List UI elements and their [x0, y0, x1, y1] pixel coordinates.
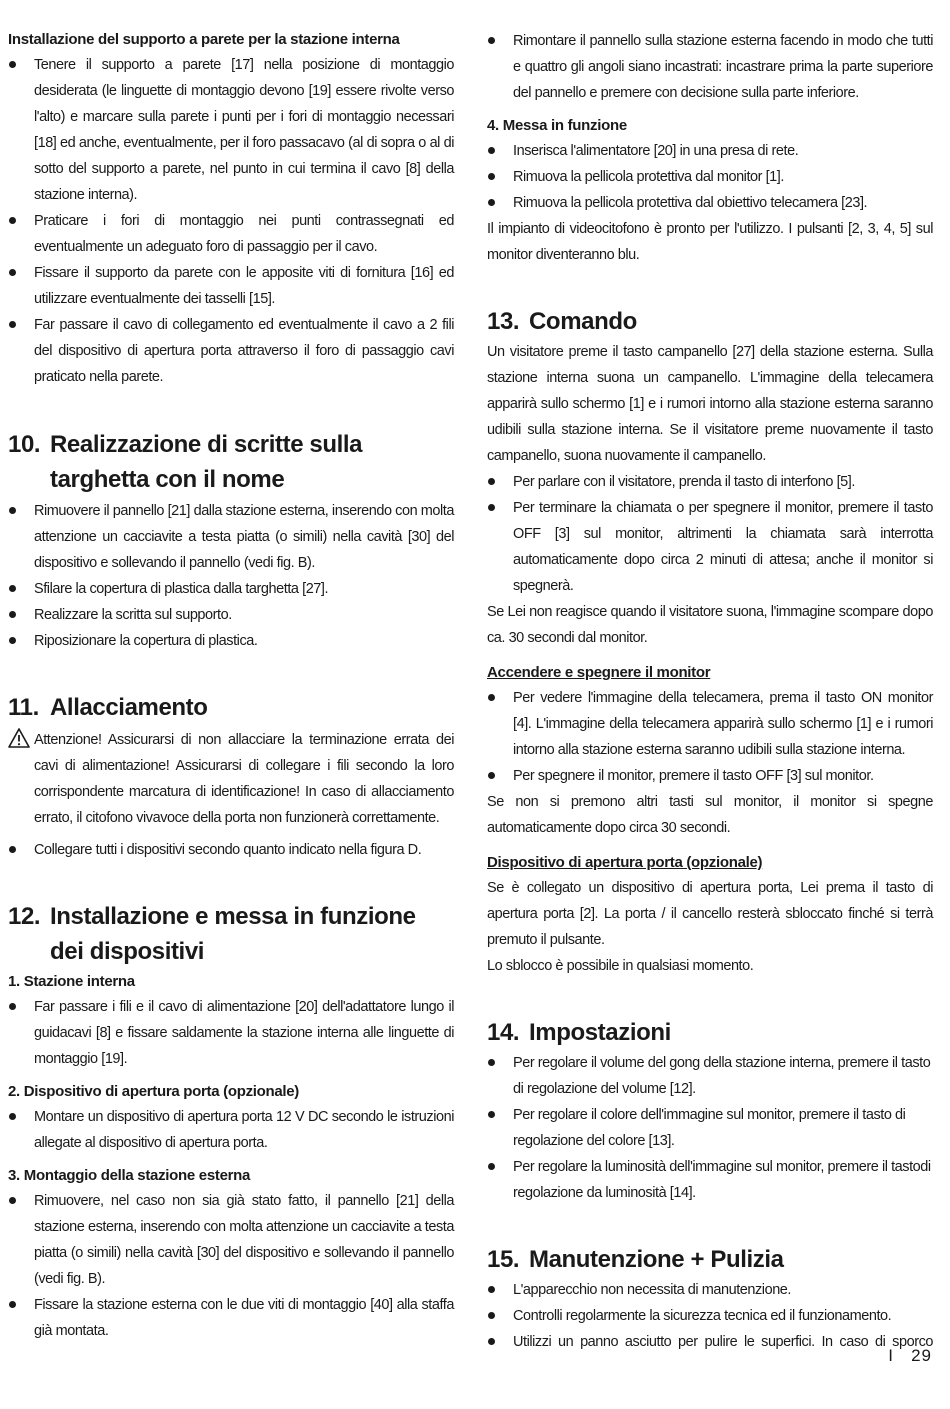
bullet-dot-icon [9, 1113, 16, 1120]
section-title-12: 12. Installazione e messa in funzione dei dispositivi [8, 903, 416, 965]
bullet-dot-icon [9, 1003, 16, 1010]
subsection-heading: 2. Dispositivo di apertura porta (opzionale) [8, 1083, 300, 1100]
list-item: Rimuovere, nel caso non sia già stato fatto, il pannello [21] della stazione esterna, inserendo con molta attenzione un cacciavite a testa piatta (o simili) nella cavità [30] del dispositivo e sollevando il pannello (vedi fig. B). [8, 1188, 454, 1292]
bullet-dot-icon [488, 1111, 495, 1118]
list-item: Fissare la stazione esterna con le due viti di montaggio [40] alla staffa già montata. [8, 1292, 454, 1344]
bullet-list [8, 994, 454, 1072]
bullet-dot-icon [488, 694, 495, 701]
bullet-dot-icon [488, 173, 495, 180]
bullet-dot-icon [9, 269, 16, 276]
bullet-dot-icon [9, 507, 16, 514]
section-title-13: 13. Comando [487, 308, 637, 335]
bullet-dot-icon [9, 846, 16, 853]
bullet-list [487, 685, 933, 789]
list-item: Fissare il supporto da parete con le apposite viti di fornitura [16] ed utilizzare eventualmente dei tasselli [15]. [8, 260, 454, 312]
list-item: Utilizzi un panno asciutto per pulire le superfici. In caso di sporco [487, 1329, 933, 1355]
warning-note [8, 727, 454, 831]
bullet-list [8, 1104, 454, 1156]
list-item: Rimuova la pellicola protettiva dal monitor [1]. [487, 164, 933, 190]
bullet-dot-icon [9, 1197, 16, 1204]
right-column [487, 28, 933, 1355]
paragraph: Il impianto di videocitofono è pronto per l'utilizzo. I pulsanti [2, 3, 4, 5] sul monitor diventeranno blu. [487, 221, 933, 263]
list-item: Per spegnere il monitor, premere il tasto OFF [3] sul monitor. [487, 763, 933, 789]
list-item: Rimuovere il pannello [21] dalla stazione esterna, inserendo con molta attenzione un cacciavite a testa piatta (o simili) nella cavità [30] del dispositivo e sollevando il pannello (vedi fig. B). [8, 498, 454, 576]
bullet-dot-icon [488, 199, 495, 206]
bullet-list [8, 52, 454, 390]
list-item: Praticare i fori di montaggio nei punti contrassegnati ed eventualmente un adeguato foro di passaggio per il cavo. [8, 208, 454, 260]
list-item: L'apparecchio non necessita di manutenzione. [487, 1277, 933, 1303]
subsection-heading: Accendere e spegnere il monitor [487, 664, 711, 681]
bullet-list [8, 837, 454, 863]
subsection-heading: 1. Stazione interna [8, 973, 135, 990]
bullet-dot-icon [488, 1286, 495, 1293]
list-item: Per parlare con il visitatore, prenda il tasto di interfono [5]. [487, 469, 933, 495]
bullet-dot-icon [488, 147, 495, 154]
bullet-list [487, 1277, 933, 1355]
bullet-dot-icon [488, 504, 495, 511]
bullet-dot-icon [488, 478, 495, 485]
section-heading: Installazione del supporto a parete per la stazione interna [8, 31, 400, 48]
subsection-heading: 3. Montaggio della stazione esterna [8, 1167, 251, 1184]
warning-text: Attenzione! Assicurarsi di non allacciare la terminazione errata dei cavi di alimentazione! Assicurarsi di collegare i fili secondo la loro corrispondente marcatura di identificazione! In caso di allacciamento errato, il citofono vivavoce della porta non funzionerà correttamente. [34, 732, 454, 826]
bullet-dot-icon [9, 637, 16, 644]
list-item: Per regolare il volume del gong della stazione interna, premere il tasto di regolazione del volume [12]. [487, 1050, 933, 1102]
bullet-dot-icon [9, 611, 16, 618]
bullet-list [8, 498, 454, 654]
warning-triangle-icon [8, 728, 30, 748]
list-item: Montare un dispositivo di apertura porta 12 V DC secondo le istruzioni allegate al dispositivo di apertura porta. [8, 1104, 454, 1156]
list-item: Inserisca l'alimentatore [20] in una presa di rete. [487, 138, 933, 164]
list-item: Per vedere l'immagine della telecamera, prema il tasto ON monitor [4]. L'immagine della telecamera apparirà sullo schermo [1] e i rumori intorno alla stazione esterna saranno udibili sulla stazione interna. [487, 685, 933, 763]
bullet-dot-icon [488, 1338, 495, 1345]
list-item: Per terminare la chiamata o per spegnere il monitor, premere il tasto OFF [3] sul monitor, altrimenti la chiamata sarà interrotta automaticamente dopo circa 2 minuti di attesa; anche il monitor si spegnerà. [487, 495, 933, 599]
list-item: Per regolare la luminosità dell'immagine sul monitor, premere il tastodi regolazione da luminosità [14]. [487, 1154, 933, 1206]
section-title-15: 15. Manutenzione + Pulizia [487, 1246, 784, 1273]
list-item: Controlli regolarmente la sicurezza tecnica ed il funzionamento. [487, 1303, 933, 1329]
bullet-dot-icon [488, 1312, 495, 1319]
subsection-heading: Dispositivo di apertura porta (opzionale) [487, 854, 763, 871]
bullet-dot-icon [488, 37, 495, 44]
bullet-dot-icon [9, 1301, 16, 1308]
bullet-dot-icon [488, 1163, 495, 1170]
list-item: Far passare il cavo di collegamento ed eventualmente il cavo a 2 fili del dispositivo di apertura porta attraverso il foro di passaggio cavi praticato nella parete. [8, 312, 454, 390]
list-item: Riposizionare la copertura di plastica. [8, 628, 454, 654]
list-item: Far passare i fili e il cavo di alimentazione [20] dell'adattatore lungo il guidacavi [8] e fissare saldamente la stazione interna alle linguette di montaggio [19]. [8, 994, 454, 1072]
section-title-14: 14. Impostazioni [487, 1019, 671, 1046]
subsection-heading: 4. Messa in funzione [487, 117, 627, 134]
left-column [8, 28, 454, 1344]
paragraph: Lo sblocco è possibile in qualsiasi momento. [487, 958, 754, 974]
paragraph: Un visitatore preme il tasto campanello [27] della stazione esterna. Sulla stazione interna suona un campanello. L'immagine della telecamera apparirà sullo schermo [1] e i rumori intorno alla stazione esterna saranno udibili sulla stazione interna. Se il visitatore preme nuovamente il tasto campanello, suona nuovamente il campanello. [487, 344, 933, 464]
paragraph: Se Lei non reagisce quando il visitatore suona, l'immagine scompare dopo ca. 30 secondi dal monitor. [487, 604, 933, 646]
bullet-list [487, 138, 933, 216]
list-item: Sfilare la copertura di plastica dalla targhetta [27]. [8, 576, 454, 602]
bullet-dot-icon [9, 217, 16, 224]
list-item: Rimontare il pannello sulla stazione esterna facendo in modo che tutti e quattro gli angoli siano incastrati: incastrare prima la parte superiore del pannello e premere con decisione sulla parte inferiore. [487, 28, 933, 106]
bullet-dot-icon [488, 1059, 495, 1066]
paragraph: Se non si premono altri tasti sul monitor, il monitor si spegne automaticamente dopo circa 30 secondi. [487, 794, 933, 836]
paragraph: Se è collegato un dispositivo di apertura porta, Lei prema il tasto di apertura porta [2]. La porta / il cancello resterà sbloccato finché si terrà premuto il pulsante. [487, 880, 933, 948]
bullet-dot-icon [9, 321, 16, 328]
bullet-dot-icon [488, 772, 495, 779]
list-item: Rimuova la pellicola protettiva dal obiettivo telecamera [23]. [487, 190, 933, 216]
list-item: Per regolare il colore dell'immagine sul monitor, premere il tasto di regolazione del colore [13]. [487, 1102, 933, 1154]
list-item: Realizzare la scritta sul supporto. [8, 602, 454, 628]
bullet-list [8, 1188, 454, 1344]
list-item: Collegare tutti i dispositivi secondo quanto indicato nella figura D. [8, 837, 454, 863]
page-number: I 29 [888, 1346, 932, 1365]
list-item: Tenere il supporto a parete [17] nella posizione di montaggio desiderata (le linguette di montaggio devono [19] essere rivolte verso l'alto) e marcare sulla parete i punti per i fori di montaggio necessari [18] ed anche, eventualmente, per il foro passacavo (al di sopra o al di sotto del supporto a parete, nel punto in cui termina il cavo [8] della stazione interna). [8, 52, 454, 208]
section-title-10: 10. Realizzazione di scritte sulla targhetta con il nome [8, 431, 363, 493]
bullet-dot-icon [9, 61, 16, 68]
bullet-dot-icon [9, 585, 16, 592]
bullet-list [487, 1050, 933, 1206]
section-title-11: 11. Allacciamento [8, 694, 208, 721]
bullet-list [487, 28, 933, 106]
bullet-list [487, 469, 933, 599]
